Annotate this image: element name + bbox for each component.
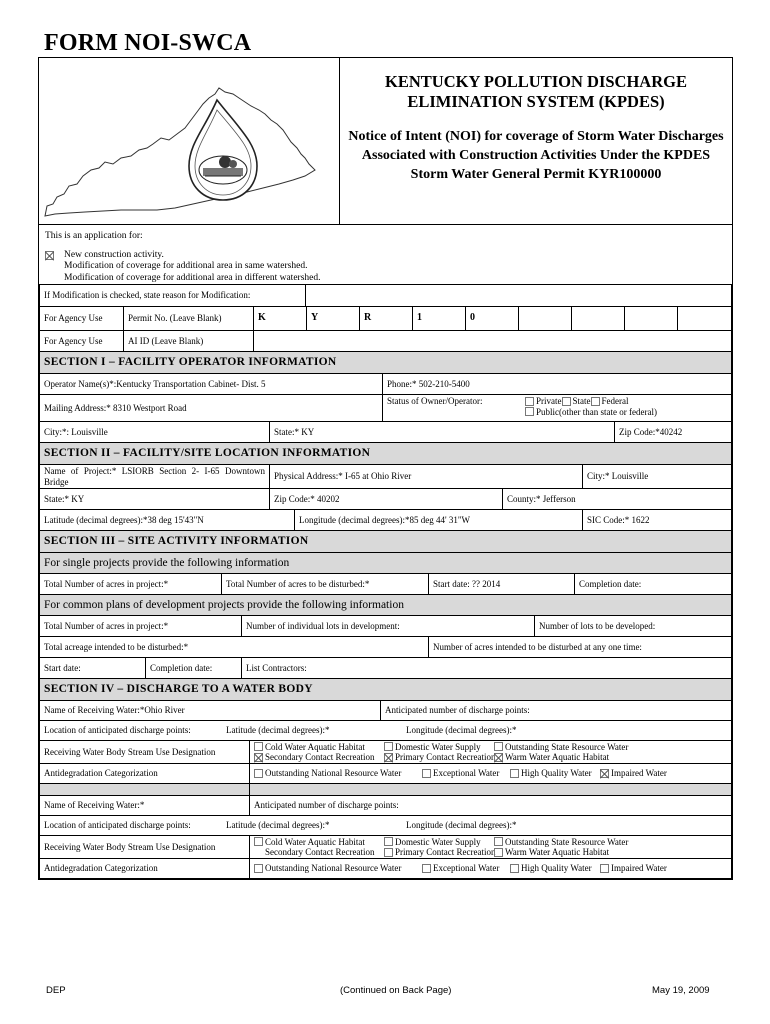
permit-char	[519, 307, 572, 331]
impaired-water-checkbox[interactable]	[600, 769, 609, 778]
agency-use-label: For Agency Use	[40, 331, 124, 352]
ai-id-field[interactable]	[254, 331, 732, 352]
longitude-field[interactable]: Longitude (decimal degrees):*85 deg 44' 31"W	[295, 510, 583, 531]
antideg-options-2	[250, 859, 732, 879]
domestic-water-label: Domestic Water Supply	[395, 836, 481, 847]
contractors-field[interactable]: List Contractors:	[242, 658, 732, 679]
site-zip-field[interactable]: Zip Code:* 40202	[270, 489, 503, 510]
antideg-label: Antidegradation Categorization	[40, 859, 250, 879]
section2-title: SECTION II – FACILITY/SITE LOCATION INFORMATION	[40, 443, 732, 465]
total-acres-field[interactable]: Total Number of acres in project:*	[40, 574, 222, 595]
section4-title: SECTION IV – DISCHARGE TO A WATER BODY	[40, 679, 732, 701]
acreage-disturbed-field[interactable]: Total acreage intended to be disturbed:*	[40, 637, 429, 658]
footer-right: May 19, 2009	[652, 985, 710, 996]
private-checkbox[interactable]	[525, 397, 534, 406]
owner-status	[383, 395, 732, 422]
project-name-field[interactable]: Name of Project:* LSIORB Section 2- I-65 Downtown Bridge	[40, 465, 270, 489]
permit-char: 1	[413, 307, 466, 331]
county-field[interactable]: County:* Jefferson	[503, 489, 732, 510]
section2-table	[39, 442, 732, 531]
phone-field[interactable]: Phone:* 502-210-5400	[383, 374, 732, 395]
cold-water-checkbox[interactable]	[254, 742, 263, 751]
state-label: State	[572, 396, 591, 406]
secondary-contact-label: Secondary Contact Recreation	[265, 847, 375, 857]
designation-label: Receiving Water Body Stream Use Designation	[40, 836, 250, 859]
warm-water-label: Warm Water Aquatic Habitat	[505, 847, 610, 857]
secondary-contact-checkbox[interactable]	[254, 753, 263, 762]
impaired-water-checkbox[interactable]	[600, 864, 609, 873]
common-start-date-field[interactable]: Start date:	[40, 658, 146, 679]
common-completion-field[interactable]: Completion date:	[146, 658, 242, 679]
common-total-acres-field[interactable]: Total Number of acres in project:*	[40, 616, 242, 637]
option-different-watershed[interactable]	[45, 273, 726, 285]
permit-char	[678, 307, 732, 331]
warm-water-checkbox[interactable]	[494, 848, 503, 857]
application-question: This is an application for:	[45, 231, 143, 241]
separator	[250, 784, 732, 796]
location-label: Location of anticipated discharge points:	[44, 725, 191, 736]
modification-reason-label: If Modification is checked, state reason for Modification:	[40, 285, 306, 307]
title-block	[340, 58, 732, 224]
permit-label: Permit No. (Leave Blank)	[124, 307, 254, 331]
acres-disturbed-field[interactable]: Total Number of acres to be disturbed:*	[222, 574, 429, 595]
designation-options	[250, 741, 732, 764]
acres-one-time-field[interactable]: Number of acres intended to be disturbed at any one time:	[429, 637, 732, 658]
physical-address-field[interactable]: Physical Address:* I-65 at Ohio River	[270, 465, 583, 489]
option-label: New construction activity.	[64, 249, 164, 260]
modification-reason-field[interactable]	[306, 285, 732, 307]
footer-center: (Continued on Back Page)	[340, 985, 452, 996]
designation-label: Receiving Water Body Stream Use Designation	[40, 741, 250, 764]
outstanding-state-label: Outstanding State Resource Water	[505, 836, 629, 847]
operator-name-field[interactable]: Operator Name(s)*:Kentucky Transportation Cabinet- Dist. 5	[40, 374, 383, 395]
permit-char	[572, 307, 625, 331]
same-watershed-checkbox[interactable]	[45, 262, 54, 271]
discharge-location-row-2	[40, 816, 732, 836]
secondary-contact-label: Secondary Contact Recreation	[265, 752, 375, 762]
private-label: Private	[536, 396, 562, 406]
primary-contact-checkbox[interactable]	[384, 848, 393, 857]
exceptional-water-label: Exceptional Water	[433, 768, 500, 779]
cold-water-label: Cold Water Aquatic Habitat	[265, 741, 365, 752]
warm-water-label: Warm Water Aquatic Habitat	[505, 752, 610, 762]
different-watershed-checkbox[interactable]	[45, 274, 54, 283]
outstanding-state-checkbox[interactable]	[494, 837, 503, 846]
start-date-field[interactable]: Start date: ?? 2014	[429, 574, 575, 595]
latitude-label[interactable]: Latitude (decimal degrees):*	[226, 820, 330, 831]
discharge-location-row	[40, 721, 732, 741]
lots-developed-field[interactable]: Number of lots to be developed:	[535, 616, 732, 637]
section1-table	[39, 351, 732, 443]
primary-contact-label: Primary Contact Recreation	[395, 752, 496, 762]
permit-char: K	[254, 307, 307, 331]
section3-title: SECTION III – SITE ACTIVITY INFORMATION	[40, 531, 732, 553]
agency-use-table	[39, 306, 732, 352]
site-state-field[interactable]: State:* KY	[40, 489, 270, 510]
domestic-water-checkbox[interactable]	[384, 742, 393, 751]
form-header	[39, 58, 732, 225]
national-resource-label: Outstanding National Resource Water	[265, 768, 402, 779]
anticipated-points-field[interactable]: Anticipated number of discharge points:	[381, 701, 732, 721]
exceptional-water-checkbox[interactable]	[422, 864, 431, 873]
public-label: Public(other than state or federal)	[536, 406, 657, 417]
kentucky-map-logo	[39, 58, 340, 224]
domestic-water-checkbox[interactable]	[384, 837, 393, 846]
agency-use-label: For Agency Use	[40, 307, 124, 331]
federal-checkbox[interactable]	[591, 397, 600, 406]
sic-code-field[interactable]: SIC Code:* 1622	[583, 510, 732, 531]
modification-table	[39, 284, 732, 307]
antideg-label: Antidegradation Categorization	[40, 764, 250, 784]
designation-options-2	[250, 836, 732, 859]
permit-char: Y	[307, 307, 360, 331]
site-city-field[interactable]: City:* Louisville	[583, 465, 732, 489]
common-plans-heading: For common plans of development projects provide the following information	[40, 595, 732, 616]
high-quality-checkbox[interactable]	[510, 864, 519, 873]
agency-title: KENTUCKY POLLUTION DISCHARGE ELIMINATION SYSTEM (KPDES)	[385, 72, 687, 111]
city-field[interactable]: City:*: Louisville	[40, 422, 270, 443]
primary-contact-checkbox[interactable]	[384, 753, 393, 762]
cold-water-checkbox[interactable]	[254, 837, 263, 846]
completion-date-field[interactable]: Completion date:	[575, 574, 732, 595]
outstanding-state-checkbox[interactable]	[494, 742, 503, 751]
impaired-water-label: Impaired Water	[611, 863, 667, 874]
permit-char: 0	[466, 307, 519, 331]
longitude-label[interactable]: Longitude (decimal degrees):*	[406, 725, 517, 736]
outstanding-state-label: Outstanding State Resource Water	[505, 741, 629, 752]
receiving-water-field-2[interactable]: Name of Receiving Water:*	[40, 796, 250, 816]
option-label: Modification of coverage for additional area in different watershed.	[64, 272, 321, 283]
ai-id-label: AI ID (Leave Blank)	[124, 331, 254, 352]
secondary-contact-checkbox[interactable]	[254, 848, 263, 857]
permit-char: R	[360, 307, 413, 331]
application-type	[39, 225, 732, 285]
warm-water-checkbox[interactable]	[494, 753, 503, 762]
federal-label: Federal	[601, 396, 629, 406]
state-field[interactable]: State:* KY	[270, 422, 615, 443]
exceptional-water-label: Exceptional Water	[433, 863, 500, 874]
section3-table	[39, 530, 732, 679]
national-resource-checkbox[interactable]	[254, 864, 263, 873]
high-quality-label: High Quality Water	[521, 768, 592, 779]
form-title: FORM NOI-SWCA	[44, 30, 252, 56]
individual-lots-field[interactable]: Number of individual lots in development:	[242, 616, 535, 637]
domestic-water-label: Domestic Water Supply	[395, 741, 481, 752]
exceptional-water-checkbox[interactable]	[422, 769, 431, 778]
primary-contact-label: Primary Contact Recreation	[395, 847, 496, 857]
latitude-label[interactable]: Latitude (decimal degrees):*	[226, 725, 330, 736]
latitude-field[interactable]: Latitude (decimal degrees):*38 deg 15'43"N	[40, 510, 295, 531]
longitude-label[interactable]: Longitude (decimal degrees):*	[406, 820, 517, 831]
location-label: Location of anticipated discharge points:	[44, 820, 191, 831]
cold-water-label: Cold Water Aquatic Habitat	[265, 836, 365, 847]
anticipated-points-field-2[interactable]: Anticipated number of discharge points:	[250, 796, 732, 816]
permit-char	[625, 307, 678, 331]
section1-title: SECTION I – FACILITY OPERATOR INFORMATION	[40, 352, 732, 374]
receiving-water-field[interactable]: Name of Receiving Water:*Ohio River	[40, 701, 381, 721]
option-label: Modification of coverage for additional area in same watershed.	[64, 261, 308, 271]
option-new-construction[interactable]	[45, 250, 726, 262]
public-checkbox[interactable]	[525, 407, 534, 416]
footer-left: DEP	[46, 985, 66, 996]
kentucky-map-icon	[39, 58, 339, 223]
mailing-address-field[interactable]: Mailing Address:* 8310 Westport Road	[40, 395, 383, 422]
impaired-water-label: Impaired Water	[611, 768, 667, 779]
single-projects-heading: For single projects provide the following information	[40, 553, 732, 574]
notice-title: Notice of Intent (NOI) for coverage of Storm Water Discharges Associated with Construction Activities Under the KPDES Storm Water General Permit KYR100000	[348, 129, 724, 182]
separator	[40, 784, 250, 796]
antideg-options	[250, 764, 732, 784]
national-resource-label: Outstanding National Resource Water	[265, 863, 402, 874]
national-resource-checkbox[interactable]	[254, 769, 263, 778]
high-quality-checkbox[interactable]	[510, 769, 519, 778]
new-construction-checkbox[interactable]	[45, 251, 54, 260]
option-same-watershed[interactable]	[45, 261, 726, 273]
zip-field[interactable]: Zip Code:*40242	[615, 422, 732, 443]
form-container	[38, 57, 733, 880]
state-checkbox[interactable]	[562, 397, 571, 406]
section4-table	[39, 678, 732, 879]
high-quality-label: High Quality Water	[521, 863, 592, 874]
status-label: Status of Owner/Operator:	[387, 396, 483, 406]
